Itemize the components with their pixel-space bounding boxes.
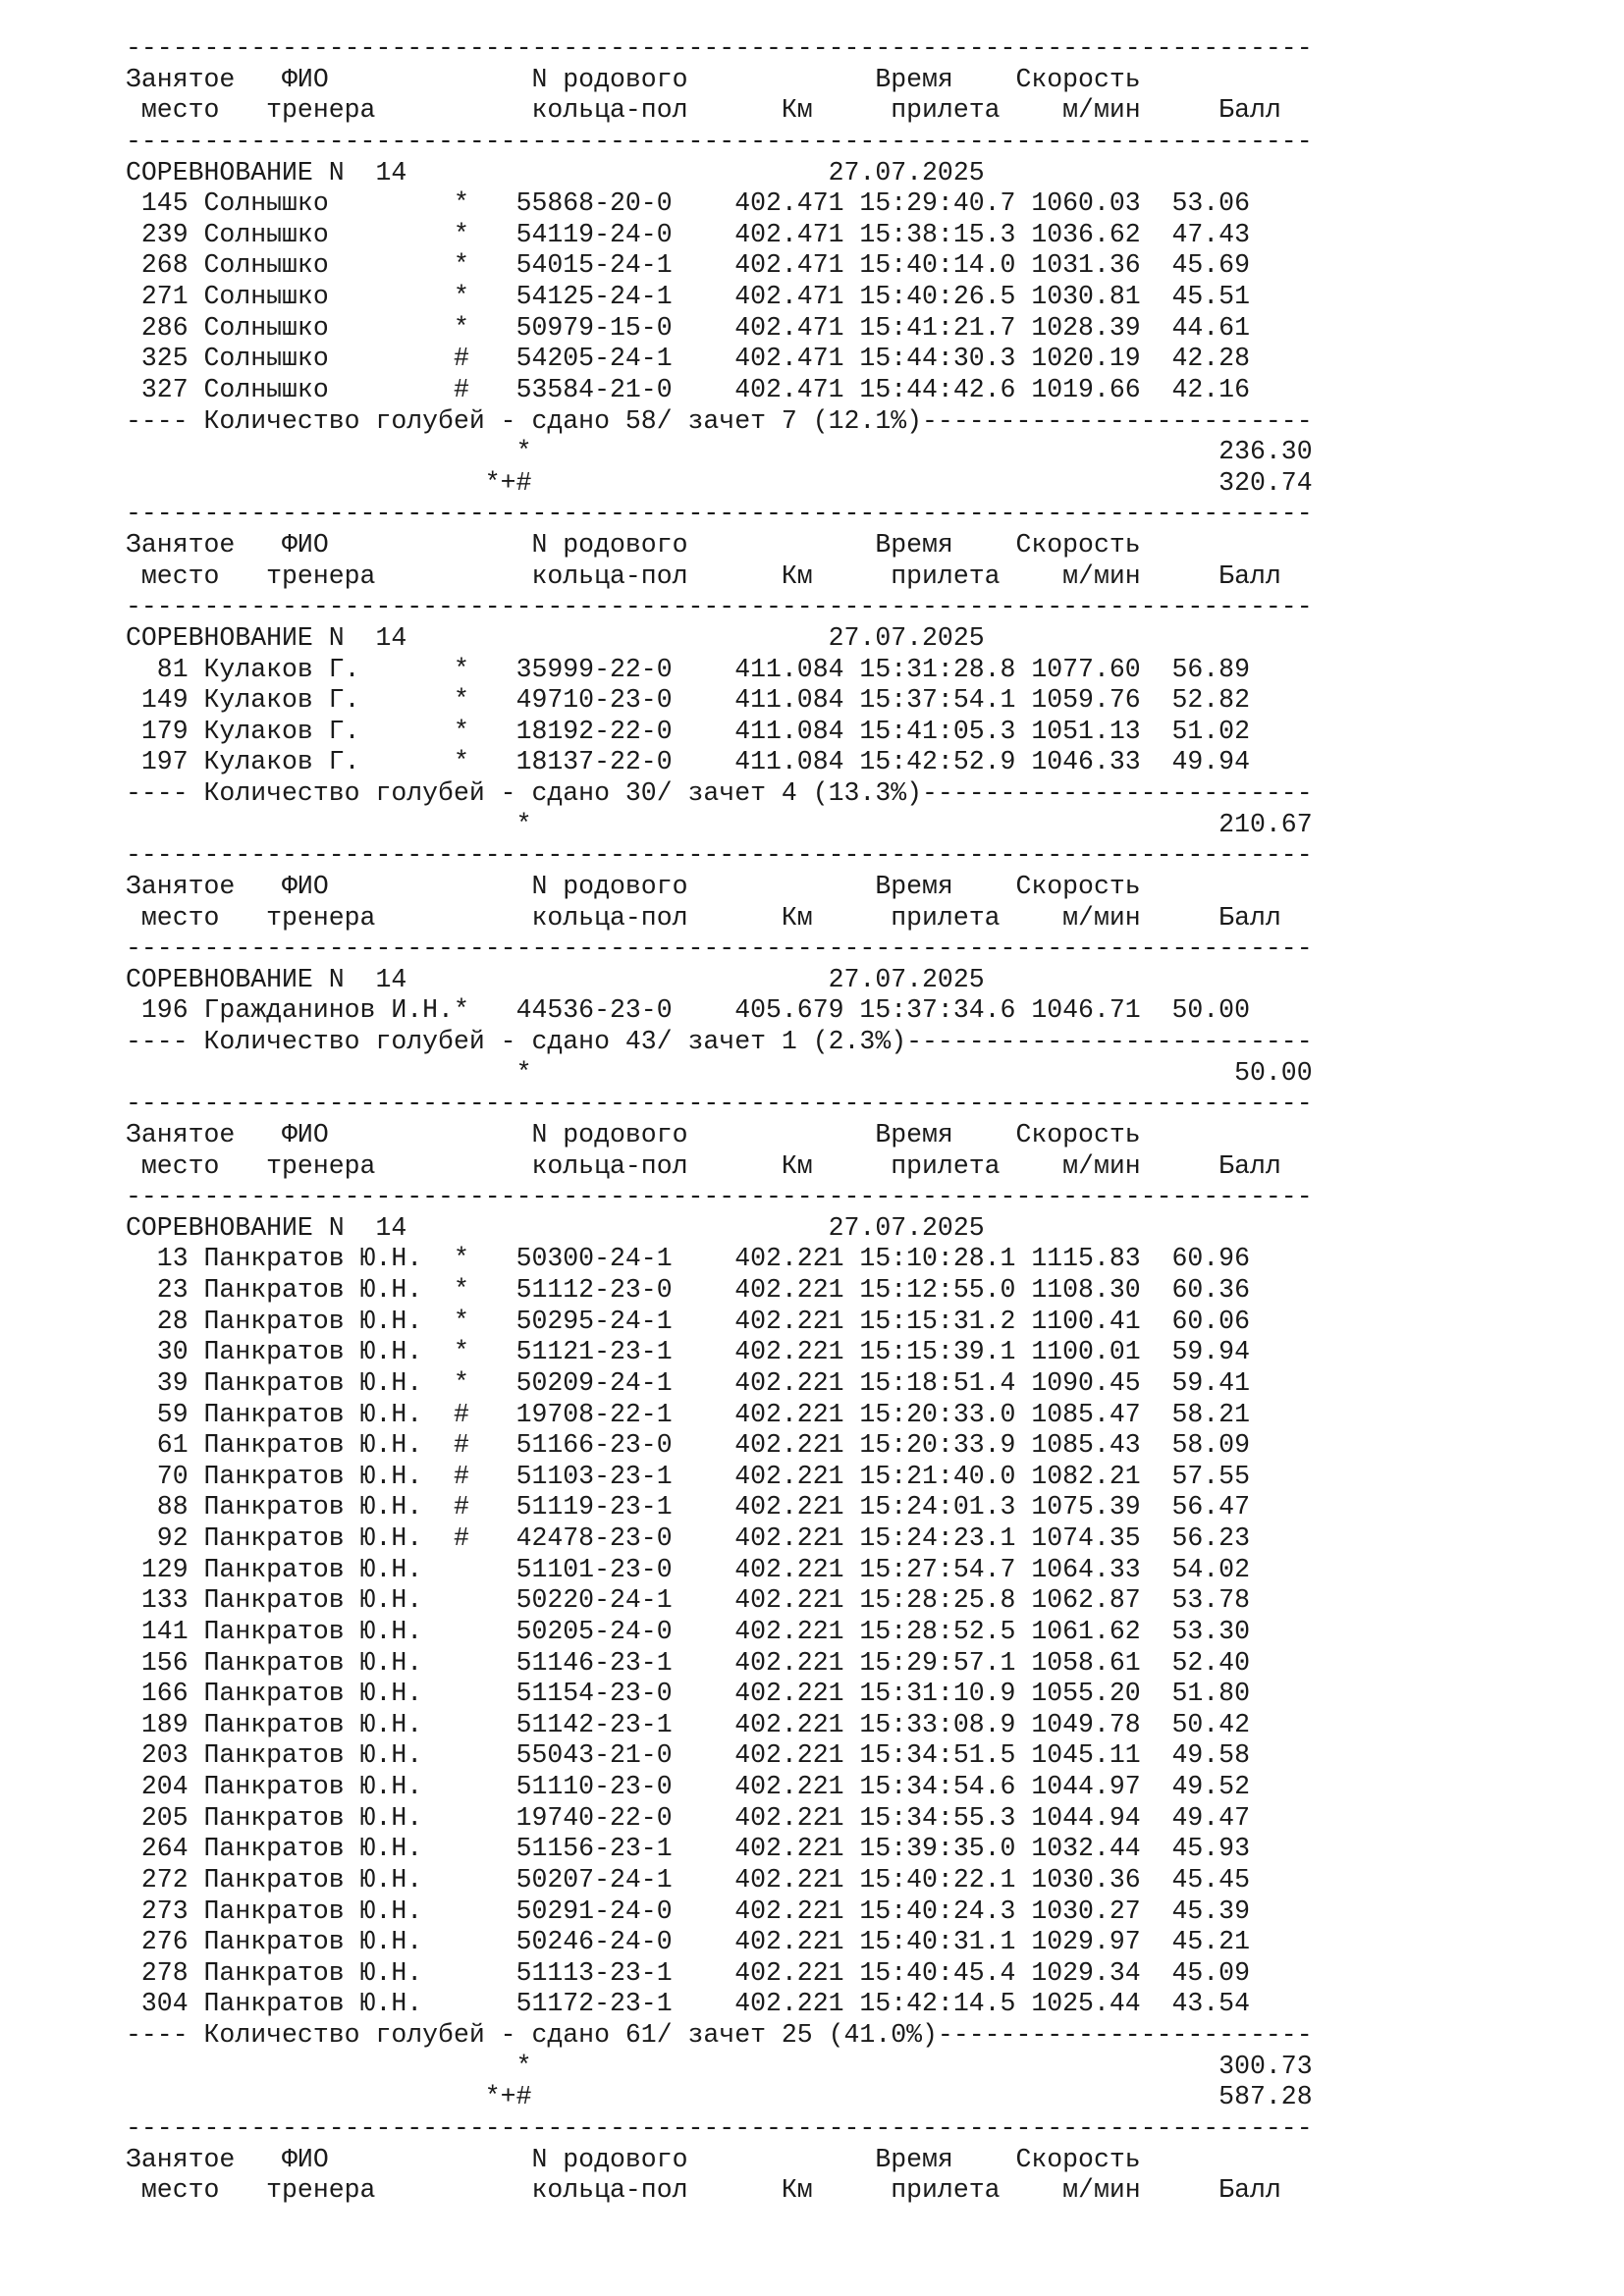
result-row: 325 Солнышко # 54205-24-1 402.471 15:44:30.3 1020.19 42.28 [126,344,1250,374]
result-row: 203 Панкратов Ю.Н. 55043-21-0 402.221 15:34:51.5 1045.11 49.58 [126,1740,1250,1771]
result-row: 197 Кулаков Г. * 18137-22-0 411.084 15:42:52.9 1046.33 49.94 [126,747,1250,777]
separator-line: ---------------------------------------------------------------------------- [126,1089,1313,1119]
result-row: 271 Солнышко * 54125-24-1 402.471 15:40:26.5 1030.81 45.51 [126,282,1250,311]
competition-header-line: СОРЕВНОВАНИЕ N 14 27.07.2025 [126,622,985,653]
result-row: 204 Панкратов Ю.Н. 51110-23-0 402.221 15:34:54.6 1044.97 49.52 [126,1772,1250,1801]
result-row: 61 Панкратов Ю.Н. # 51166-23-0 402.221 15:20:33.9 1085.43 58.09 [126,1430,1250,1461]
total-line: * 300.73 [126,2051,1313,2081]
result-row: 189 Панкратов Ю.Н. 51142-23-1 402.221 15:33:08.9 1049.78 50.42 [126,1709,1250,1739]
separator-line: ---------------------------------------------------------------------------- [126,126,1313,156]
column-header-line: Занятое ФИО N родового Время Скорость [126,530,1141,560]
result-row: 149 Кулаков Г. * 49710-23-0 411.084 15:37:54.1 1059.76 52.82 [126,685,1250,716]
result-row: 92 Панкратов Ю.Н. # 42478-23-0 402.221 15:24:23.1 1074.35 56.23 [126,1523,1250,1553]
column-header-line: место тренера кольца-пол Км прилета м/мин Балл [126,902,1281,933]
result-row: 179 Кулаков Г. * 18192-22-0 411.084 15:41:05.3 1051.13 51.02 [126,716,1250,746]
result-row: 23 Панкратов Ю.Н. * 51112-23-0 402.221 15:12:55.0 1108.30 60.36 [126,1275,1250,1305]
column-header-line: место тренера кольца-пол Км прилета м/мин Балл [126,1150,1281,1181]
separator-line: ---------------------------------------------------------------------------- [126,840,1313,871]
result-row: 59 Панкратов Ю.Н. # 19708-22-1 402.221 15:20:33.0 1085.47 58.21 [126,1399,1250,1429]
column-header-line: Занятое ФИО N родового Время Скорость [126,871,1141,901]
result-row: 88 Панкратов Ю.Н. # 51119-23-1 402.221 15:24:01.3 1075.39 56.47 [126,1492,1250,1522]
summary-line: ---- Количество голубей - сдано 61/ зачет 25 (41.0%)------------------------ [126,2020,1313,2050]
separator-line: ---------------------------------------------------------------------------- [126,33,1313,63]
result-row: 327 Солнышко # 53584-21-0 402.471 15:44:42.6 1019.66 42.16 [126,374,1250,404]
separator-line: ---------------------------------------------------------------------------- [126,1182,1313,1212]
column-header-line: Занятое ФИО N родового Время Скорость [126,64,1141,94]
result-row: 81 Кулаков Г. * 35999-22-0 411.084 15:31:28.8 1077.60 56.89 [126,654,1250,684]
result-row: 156 Панкратов Ю.Н. 51146-23-1 402.221 15:29:57.1 1058.61 52.40 [126,1647,1250,1678]
result-row: 278 Панкратов Ю.Н. 51113-23-1 402.221 15:40:45.4 1029.34 45.09 [126,1957,1250,1988]
total-line: * 210.67 [126,809,1313,839]
result-row: 264 Панкратов Ю.Н. 51156-23-1 402.221 15:39:35.0 1032.44 45.93 [126,1834,1250,1864]
result-row: 239 Солнышко * 54119-24-0 402.471 15:38:15.3 1036.62 47.43 [126,219,1250,249]
separator-line: ---------------------------------------------------------------------------- [126,934,1313,964]
result-row: 133 Панкратов Ю.Н. 50220-24-1 402.221 15:28:25.8 1062.87 53.78 [126,1585,1250,1616]
separator-line: ---------------------------------------------------------------------------- [126,2112,1313,2143]
result-row: 28 Панкратов Ю.Н. * 50295-24-1 402.221 15:15:31.2 1100.41 60.06 [126,1306,1250,1336]
summary-line: ---- Количество голубей - сдано 58/ зачет 7 (12.1%)------------------------- [126,405,1313,436]
result-row: 205 Панкратов Ю.Н. 19740-22-0 402.221 15:34:55.3 1044.94 49.47 [126,1802,1250,1833]
result-row: 39 Панкратов Ю.Н. * 50209-24-1 402.221 15:18:51.4 1090.45 59.41 [126,1367,1250,1398]
total-line: * 236.30 [126,437,1313,467]
separator-line: ---------------------------------------------------------------------------- [126,592,1313,622]
column-header-line: Занятое ФИО N родового Время Скорость [126,1119,1141,1149]
column-header-line: место тренера кольца-пол Км прилета м/мин Балл [126,2175,1281,2206]
result-row: 286 Солнышко * 50979-15-0 402.471 15:41:21.7 1028.39 44.61 [126,312,1250,343]
results-report [126,33,1313,2207]
column-header-line: место тренера кольца-пол Км прилета м/мин Балл [126,561,1281,591]
column-header-line: место тренера кольца-пол Км прилета м/мин Балл [126,95,1281,126]
separator-line: ---------------------------------------------------------------------------- [126,499,1313,529]
summary-line: ---- Количество голубей - сдано 30/ зачет 4 (13.3%)------------------------- [126,778,1313,808]
result-row: 166 Панкратов Ю.Н. 51154-23-0 402.221 15:31:10.9 1055.20 51.80 [126,1679,1250,1709]
result-row: 141 Панкратов Ю.Н. 50205-24-0 402.221 15:28:52.5 1061.62 53.30 [126,1616,1250,1646]
result-row: 276 Панкратов Ю.Н. 50246-24-0 402.221 15:40:31.1 1029.97 45.21 [126,1927,1250,1957]
result-row: 273 Панкратов Ю.Н. 50291-24-0 402.221 15:40:24.3 1030.27 45.39 [126,1896,1250,1926]
total-line: * 50.00 [126,1057,1313,1088]
summary-line: ---- Количество голубей - сдано 43/ зачет 1 (2.3%)-------------------------- [126,1027,1313,1056]
competition-header-line: СОРЕВНОВАНИЕ N 14 27.07.2025 [126,1212,985,1243]
result-row: 272 Панкратов Ю.Н. 50207-24-1 402.221 15:40:22.1 1030.36 45.45 [126,1864,1250,1895]
total-line: *+# 320.74 [126,467,1313,498]
result-row: 196 Гражданинов И.Н.* 44536-23-0 405.679 15:37:34.6 1046.71 50.00 [126,995,1250,1026]
result-row: 70 Панкратов Ю.Н. # 51103-23-1 402.221 15:21:40.0 1082.21 57.55 [126,1461,1250,1491]
result-row: 30 Панкратов Ю.Н. * 51121-23-1 402.221 15:15:39.1 1100.01 59.94 [126,1337,1250,1367]
competition-header-line: СОРЕВНОВАНИЕ N 14 27.07.2025 [126,964,985,994]
result-row: 145 Солнышко * 55868-20-0 402.471 15:29:40.7 1060.03 53.06 [126,188,1250,219]
result-row: 129 Панкратов Ю.Н. 51101-23-0 402.221 15:27:54.7 1064.33 54.02 [126,1554,1250,1584]
total-line: *+# 587.28 [126,2082,1313,2112]
result-row: 13 Панкратов Ю.Н. * 50300-24-1 402.221 15:10:28.1 1115.83 60.96 [126,1244,1250,1274]
column-header-line: Занятое ФИО N родового Время Скорость [126,2144,1141,2174]
result-row: 304 Панкратов Ю.Н. 51172-23-1 402.221 15:42:14.5 1025.44 43.54 [126,1989,1250,2019]
result-row: 268 Солнышко * 54015-24-1 402.471 15:40:14.0 1031.36 45.69 [126,250,1250,281]
competition-header-line: СОРЕВНОВАНИЕ N 14 27.07.2025 [126,157,985,187]
